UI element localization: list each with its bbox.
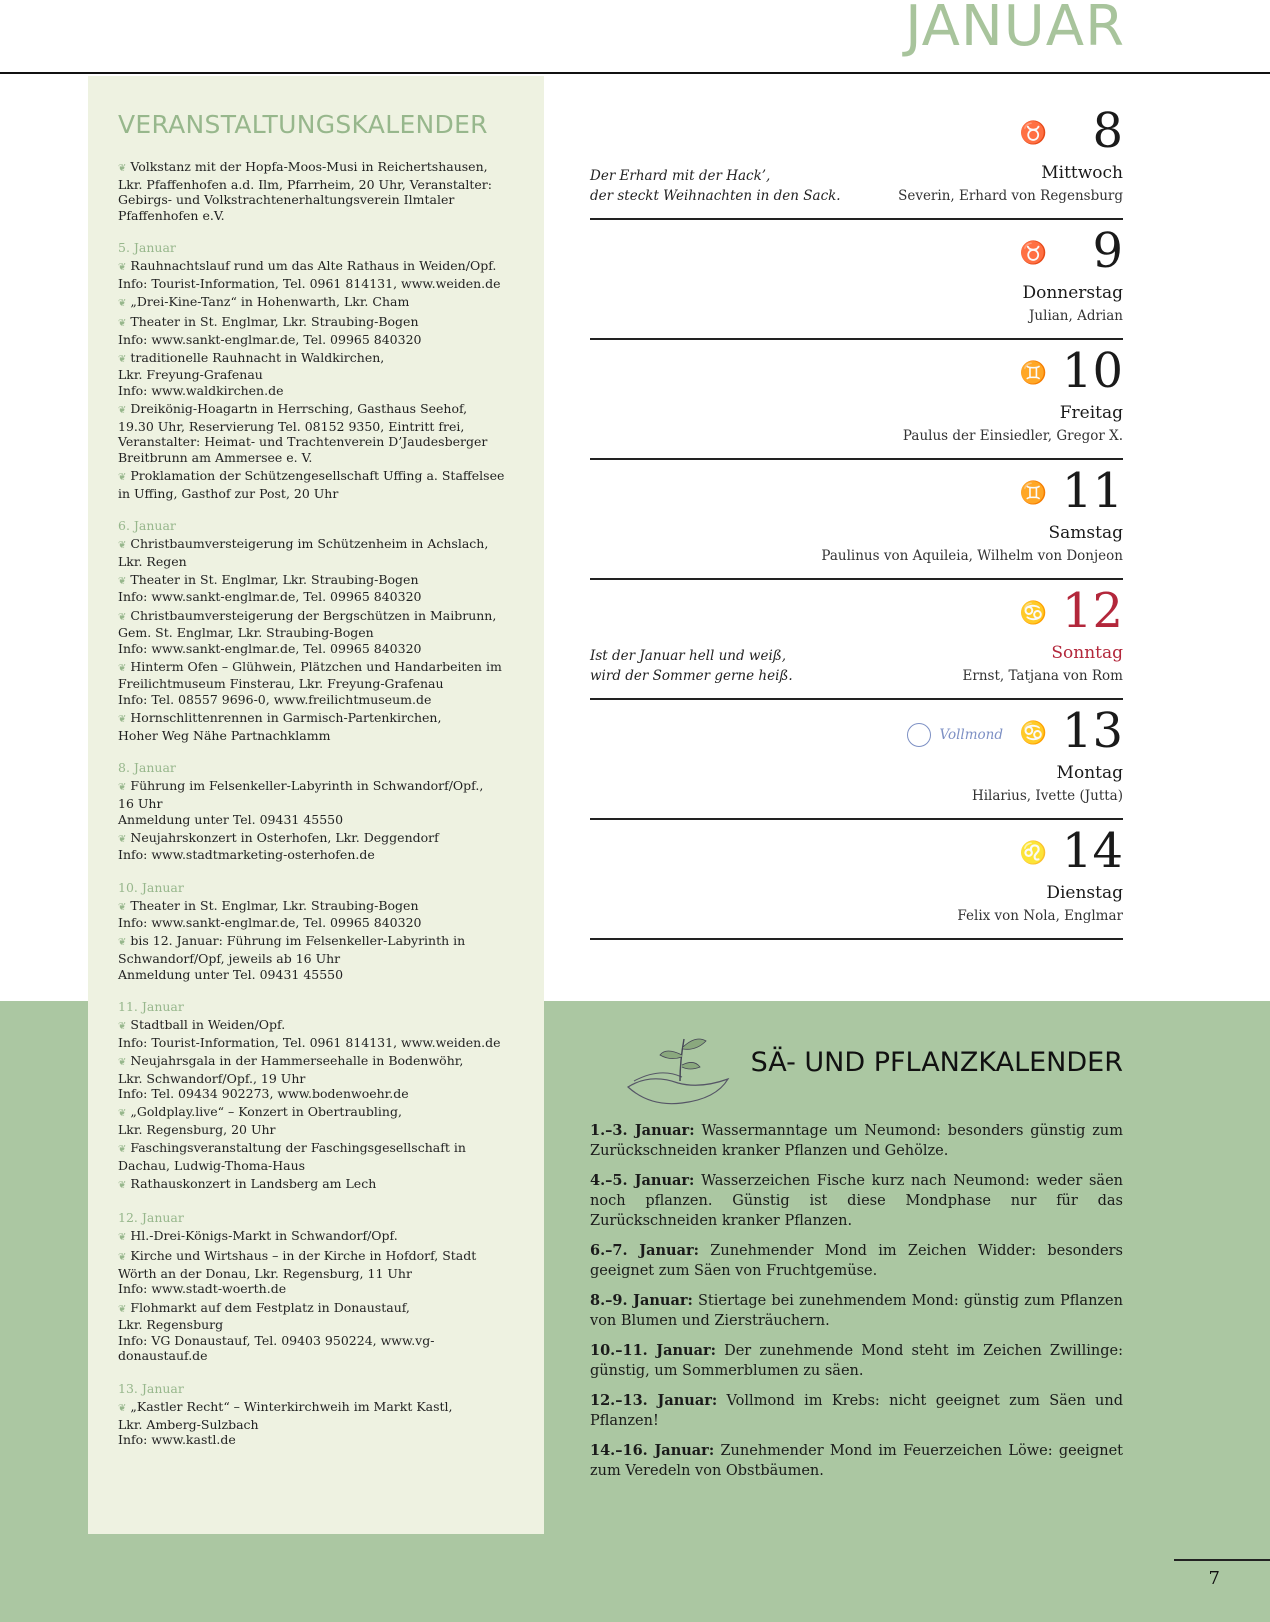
event-line (118, 401, 514, 419)
event-text: Kirche und Wirtshaus – in der Kirche in Hofdorf, Stadt (130, 1248, 477, 1264)
plant-text: Wassermanntage um Neumond: besonders günstig zum Zurückschneiden kranker Pflanzen und Gehölze. (590, 1123, 1123, 1159)
full-moon-icon (907, 723, 931, 747)
saints: Paulinus von Aquileia, Wilhelm von Donjeon (821, 548, 1123, 564)
page-number: 7 (1208, 1568, 1220, 1589)
event-line (118, 419, 514, 435)
zodiac-icon: ♊ (1019, 361, 1047, 386)
event-item (118, 659, 514, 708)
event-line (118, 434, 514, 450)
leaf-icon: ❦ (118, 714, 127, 726)
event-text: Faschingsveranstaltung der Faschingsgesellschaft in (130, 1139, 466, 1155)
plant-text: Zunehmender Mond im Zeichen Widder: besonders geeignet zum Säen von Fruchtgemüse. (590, 1243, 1123, 1279)
event-text: Lkr. Pfaffenhofen a.d. Ilm, Pfarrheim, 20 Uhr, Veranstalter: (118, 176, 492, 192)
event-item (118, 294, 514, 312)
event-text: Dreikönig-Hoagartn in Herrsching, Gasthaus Seehof, (130, 401, 468, 417)
event-item (118, 468, 514, 501)
event-text: Neujahrskonzert in Osterhofen, Lkr. Deggendorf (130, 829, 439, 845)
plant-calendar (590, 1043, 1123, 1491)
event-item (118, 1104, 514, 1137)
event-line (118, 1035, 514, 1051)
event-text: Theater in St. Englmar, Lkr. Straubing-Bogen (130, 314, 419, 330)
leaf-icon: ❦ (118, 262, 127, 274)
event-line (118, 608, 514, 626)
day-entry (590, 700, 1123, 820)
proverb-line: wird der Sommer gerne heiß. (590, 668, 793, 684)
event-line (118, 659, 514, 677)
header-rule (0, 72, 1270, 74)
event-item (118, 350, 514, 399)
event-text: Hoher Weg Nähe Partnachklamm (118, 727, 331, 743)
event-line (118, 898, 514, 916)
leaf-icon: ❦ (118, 1021, 127, 1033)
leaf-icon: ❦ (118, 405, 127, 417)
day-entry (590, 340, 1123, 460)
event-item (118, 314, 514, 347)
event-line (118, 1333, 514, 1364)
event-line (118, 1176, 514, 1194)
event-line (118, 589, 514, 605)
event-line (118, 486, 514, 502)
event-line (118, 1071, 514, 1087)
leaf-icon: ❦ (118, 782, 127, 794)
event-text: „Drei-Kine-Tanz“ in Hohenwarth, Lkr. Cham (130, 294, 410, 310)
event-text: Proklamation der Schützengesellschaft Uffing a. Staffelsee (130, 468, 505, 483)
plant-header (590, 1043, 1123, 1121)
leaf-icon: ❦ (118, 1303, 127, 1315)
event-line (118, 1158, 514, 1174)
saints: Hilarius, Ivette (Jutta) (971, 788, 1123, 804)
leaf-icon: ❦ (118, 1179, 127, 1191)
event-line (118, 536, 514, 554)
event-line (118, 847, 514, 863)
event-item (118, 1228, 514, 1246)
event-line (118, 450, 514, 466)
event-text: Christbaumversteigerung der Bergschützen in Maibrunn, (130, 607, 497, 623)
proverb-line: Der Erhard mit der Hack’, (590, 168, 771, 184)
event-line (118, 641, 514, 657)
event-line (118, 676, 514, 692)
event-line (118, 933, 514, 951)
day-number: 14 (1061, 823, 1123, 879)
event-line (118, 192, 514, 208)
leaf-icon: ❦ (118, 575, 127, 587)
event-group (118, 1209, 514, 1364)
event-line (118, 258, 514, 276)
zodiac-icon: ♋ (1019, 721, 1047, 746)
event-text: Info: www.sankt-englmar.de, Tel. 09965 840320 (118, 331, 422, 347)
event-line (118, 367, 514, 383)
weekday: Donnerstag (1022, 283, 1123, 303)
leaf-icon: ❦ (118, 318, 127, 330)
event-text: Breitbrunn am Ammersee e. V. (118, 449, 313, 465)
event-text: Hornschlittenrennen in Garmisch-Partenkirchen, (130, 710, 442, 726)
event-line (118, 1417, 514, 1433)
event-line (118, 728, 514, 744)
event-item (118, 898, 514, 931)
event-text: Volkstanz mit der Hopfa-Moos-Musi in Reichertshausen, (130, 159, 488, 174)
event-line (118, 350, 514, 368)
event-item (118, 572, 514, 605)
event-line (118, 332, 514, 348)
event-text: Lkr. Freyung-Grafenau (118, 367, 263, 383)
event-text: Lkr. Regensburg (118, 1317, 224, 1333)
event-line (118, 1248, 514, 1266)
event-item (118, 258, 514, 291)
event-item (118, 1300, 514, 1364)
plant-date: 4.–5. Januar: (590, 1172, 695, 1189)
event-text: Gebirgs- und Volkstrachtenerhaltungsverein Ilmtaler (118, 192, 455, 208)
event-item (118, 536, 514, 569)
leaf-icon: ❦ (118, 1232, 127, 1244)
event-line (118, 1017, 514, 1035)
day-entry (590, 460, 1123, 580)
day-entry (590, 100, 1123, 220)
event-text: Info: www.stadt-woerth.de (118, 1281, 287, 1297)
event-line (118, 276, 514, 292)
event-line (118, 1317, 514, 1333)
event-line (118, 1266, 514, 1282)
event-line (118, 1086, 514, 1102)
event-line (118, 967, 514, 983)
event-text: Stadtball in Weiden/Opf. (130, 1017, 286, 1033)
event-line (118, 1122, 514, 1138)
event-line (118, 692, 514, 708)
zodiac-icon: ♌ (1019, 841, 1047, 866)
event-text: Info: www.sankt-englmar.de, Tel. 09965 840320 (118, 915, 422, 931)
leaf-icon: ❦ (118, 662, 127, 674)
weekday: Montag (1056, 763, 1123, 783)
zodiac-icon: ♉ (1019, 241, 1047, 266)
event-item (118, 710, 514, 743)
day-entry (590, 820, 1123, 940)
event-text: Info: VG Donaustauf, Tel. 09403 950224, www.vg-donaustauf.de (118, 1332, 435, 1364)
plant-text: Der zunehmende Mond steht im Zeichen Zwillinge: günstig, um Sommerblumen zu säen. (590, 1343, 1124, 1379)
proverb-line: Ist der Januar hell und weiß, (590, 648, 787, 664)
weekday: Mittwoch (1041, 163, 1123, 183)
event-line (118, 1300, 514, 1318)
event-text: Gem. St. Englmar, Lkr. Straubing-Bogen (118, 625, 374, 641)
leaf-icon: ❦ (118, 611, 127, 623)
plant-entry (590, 1341, 1123, 1381)
event-item (118, 1399, 514, 1448)
event-line (118, 159, 514, 177)
plant-entry (590, 1241, 1123, 1281)
event-text: „Kastler Recht“ – Winterkirchweih im Markt Kastl, (130, 1398, 453, 1414)
day-number: 11 (1061, 463, 1123, 519)
plant-date: 1.–3. Januar: (590, 1122, 695, 1139)
event-line (118, 1104, 514, 1122)
event-date: 8. Januar (118, 760, 176, 776)
event-date: 11. Januar (118, 999, 184, 1015)
plant-date: 8.–9. Januar: (590, 1292, 693, 1309)
plant-entry (590, 1391, 1123, 1431)
leaf-icon: ❦ (118, 1143, 127, 1155)
event-line (118, 294, 514, 312)
event-date: 6. Januar (118, 518, 176, 534)
event-item (118, 1140, 514, 1173)
event-item (118, 1248, 514, 1297)
leaf-icon: ❦ (118, 353, 127, 365)
event-text: Theater in St. Englmar, Lkr. Straubing-Bogen (130, 571, 419, 587)
event-group (118, 517, 514, 743)
zodiac-icon: ♉ (1019, 121, 1047, 146)
event-item (118, 933, 514, 982)
event-text: Hl.-Drei-Königs-Markt in Schwandorf/Opf. (130, 1228, 398, 1244)
leaf-icon: ❦ (118, 1108, 127, 1120)
event-date: 10. Januar (118, 879, 184, 895)
event-line (118, 177, 514, 193)
event-item (118, 778, 514, 827)
saints: Felix von Nola, Englmar (957, 908, 1123, 924)
leaf-icon: ❦ (118, 1252, 127, 1264)
event-text: Führung im Felsenkeller-Labyrinth in Schwandorf/Opf., (130, 778, 484, 794)
event-text: „Goldplay.live“ – Konzert in Obertraubling, (130, 1104, 402, 1120)
proverb (590, 166, 841, 206)
leaf-icon: ❦ (118, 163, 127, 174)
plant-date: 10.–11. Januar: (590, 1342, 716, 1359)
plant-text: Wasserzeichen Fische kurz nach Neumond: weder säen noch pflanzen. Günstig ist diese Mondphase nur für das Zurückschneiden kranker Pflanzen. (590, 1173, 1124, 1229)
event-item (118, 608, 514, 657)
plant-entry (590, 1291, 1123, 1331)
day-entry (590, 580, 1123, 700)
weekday: Freitag (1059, 403, 1123, 423)
event-line (118, 468, 514, 486)
event-item (118, 1053, 514, 1102)
event-text: Info: www.stadtmarketing-osterhofen.de (118, 847, 375, 863)
plant-date: 6.–7. Januar: (590, 1242, 699, 1259)
event-text: Veranstalter: Heimat- und Trachtenverein D’Jaudesberger (118, 434, 488, 450)
leaf-icon: ❦ (118, 1402, 127, 1414)
event-text: Info: www.sankt-englmar.de, Tel. 09965 840320 (118, 640, 422, 656)
event-line (118, 572, 514, 590)
plant-entry (590, 1121, 1123, 1161)
plant-entries (590, 1121, 1123, 1481)
event-item (118, 401, 514, 465)
leaf-icon: ❦ (118, 298, 127, 310)
plant-text: Vollmond im Krebs: nicht geeignet zum Säen und Pflanzen! (590, 1393, 1124, 1429)
leaf-icon: ❦ (118, 1056, 127, 1068)
event-text: Info: Tourist-Information, Tel. 0961 814131, www.weiden.de (118, 1034, 501, 1050)
event-line (118, 314, 514, 332)
plant-title: SÄ- UND PFLANZKALENDER (750, 1047, 1123, 1078)
event-text: Christbaumversteigerung im Schützenheim in Achslach, (130, 536, 489, 552)
event-text: 16 Uhr (118, 795, 163, 811)
event-text: Hinterm Ofen – Glühwein, Plätzchen und Handarbeiten im (130, 658, 502, 674)
event-item (118, 159, 514, 223)
event-line (118, 208, 514, 224)
event-line (118, 778, 514, 796)
event-line (118, 554, 514, 570)
moon-phase (907, 723, 1003, 747)
saints: Paulus der Einsiedler, Gregor X. (902, 428, 1123, 444)
leaf-icon: ❦ (118, 472, 127, 483)
day-number: 13 (1061, 703, 1123, 759)
event-text: Info: www.sankt-englmar.de, Tel. 09965 840320 (118, 589, 422, 605)
zodiac-icon: ♊ (1019, 481, 1047, 506)
event-text: bis 12. Januar: Führung im Felsenkeller-Labyrinth in (130, 933, 466, 949)
event-line (118, 710, 514, 728)
saints: Julian, Adrian (1029, 308, 1123, 324)
day-number: 9 (1092, 223, 1123, 279)
event-text: Info: Tel. 09434 902273, www.bodenwoehr.de (118, 1086, 409, 1102)
event-text: Lkr. Regensburg, 20 Uhr (118, 1121, 276, 1137)
event-line (118, 830, 514, 848)
event-line (118, 796, 514, 812)
event-text: Lkr. Amberg-Sulzbach (118, 1416, 259, 1432)
events-list (118, 159, 514, 1448)
proverb (590, 646, 793, 686)
hands-seedling-icon (620, 1025, 740, 1115)
event-text: Info: Tourist-Information, Tel. 0961 814131, www.weiden.de (118, 275, 501, 291)
event-text: in Uffing, Gasthof zur Post, 20 Uhr (118, 485, 339, 501)
event-line (118, 1140, 514, 1158)
day-number: 8 (1092, 103, 1123, 159)
footer-rule (1174, 1559, 1270, 1561)
plant-text: Zunehmender Mond im Feuerzeichen Löwe: geeignet zum Veredeln von Obstbäumen. (590, 1443, 1123, 1479)
event-text: Lkr. Regen (118, 553, 187, 569)
event-line (118, 1432, 514, 1448)
event-line (118, 383, 514, 399)
event-group (118, 239, 514, 501)
event-item (118, 1176, 514, 1194)
event-text: Anmeldung unter Tel. 09431 45550 (118, 966, 344, 982)
event-text: Info: www.waldkirchen.de (118, 383, 284, 399)
event-line (118, 812, 514, 828)
event-text: Wörth an der Donau, Lkr. Regensburg, 11 Uhr (118, 1265, 412, 1281)
zodiac-icon: ♋ (1019, 601, 1047, 626)
plant-entry (590, 1171, 1123, 1231)
day-entry (590, 220, 1123, 340)
event-date: 12. Januar (118, 1210, 184, 1226)
event-date: 13. Januar (118, 1380, 184, 1396)
event-group (118, 1380, 514, 1448)
event-text: Lkr. Schwandorf/Opf., 19 Uhr (118, 1070, 306, 1086)
weekday: Sonntag (1051, 643, 1123, 663)
event-line (118, 1399, 514, 1417)
event-text: Anmeldung unter Tel. 09431 45550 (118, 811, 344, 827)
month-title: JANUAR (905, 0, 1125, 59)
saints: Severin, Erhard von Regensburg (898, 188, 1123, 204)
plant-date: 14.–16. Januar: (590, 1442, 715, 1459)
event-line (118, 1228, 514, 1246)
events-title: VERANSTALTUNGSKALENDER (118, 110, 488, 139)
event-text: Rauhnachtslauf rund um das Alte Rathaus in Weiden/Opf. (130, 258, 497, 274)
leaf-icon: ❦ (118, 833, 127, 845)
proverb-line: der steckt Weihnachten in den Sack. (590, 188, 841, 204)
event-line (118, 625, 514, 641)
event-text: Info: www.kastl.de (118, 1432, 236, 1448)
weekday: Samstag (1048, 523, 1123, 543)
day-list (590, 100, 1123, 940)
event-text: Theater in St. Englmar, Lkr. Straubing-Bogen (130, 897, 419, 913)
event-group (118, 159, 514, 223)
plant-text: Stiertage bei zunehmendem Mond: günstig zum Pflanzen von Blumen und Ziersträuchern. (590, 1293, 1123, 1329)
event-text: Rathauskonzert in Landsberg am Lech (130, 1175, 377, 1191)
day-number: 10 (1061, 343, 1123, 399)
day-number: 12 (1061, 583, 1123, 639)
event-text: Info: Tel. 08557 9696-0, www.freilichtmuseum.de (118, 692, 432, 708)
plant-entry (590, 1441, 1123, 1481)
event-item (118, 1017, 514, 1050)
event-text: Neujahrsgala in der Hammerseehalle in Bodenwöhr, (130, 1052, 464, 1068)
event-group (118, 759, 514, 862)
event-line (118, 915, 514, 931)
event-date: 5. Januar (118, 240, 176, 256)
event-line (118, 1281, 514, 1297)
events-panel (88, 76, 544, 1534)
leaf-icon: ❦ (118, 901, 127, 913)
saints: Ernst, Tatjana von Rom (962, 668, 1123, 684)
event-text: Pfaffenhofen e.V. (118, 207, 225, 223)
leaf-icon: ❦ (118, 937, 127, 949)
event-text: Schwandorf/Opf, jeweils ab 16 Uhr (118, 951, 341, 967)
event-group (118, 879, 514, 982)
event-item (118, 830, 514, 863)
plant-date: 12.–13. Januar: (590, 1392, 718, 1409)
leaf-icon: ❦ (118, 540, 127, 552)
event-text: Freilichtmuseum Finsterau, Lkr. Freyung-Grafenau (118, 676, 444, 692)
moon-label: Vollmond (939, 727, 1003, 743)
weekday: Dienstag (1046, 883, 1123, 903)
event-text: Dachau, Ludwig-Thoma-Haus (118, 1157, 306, 1173)
event-text: traditionelle Rauhnacht in Waldkirchen, (130, 349, 385, 365)
event-line (118, 951, 514, 967)
event-group (118, 998, 514, 1193)
event-text: Flohmarkt auf dem Festplatz in Donaustauf, (130, 1299, 410, 1315)
event-text: 19.30 Uhr, Reservierung Tel. 08152 9350, Eintritt frei, (118, 418, 465, 434)
event-line (118, 1053, 514, 1071)
